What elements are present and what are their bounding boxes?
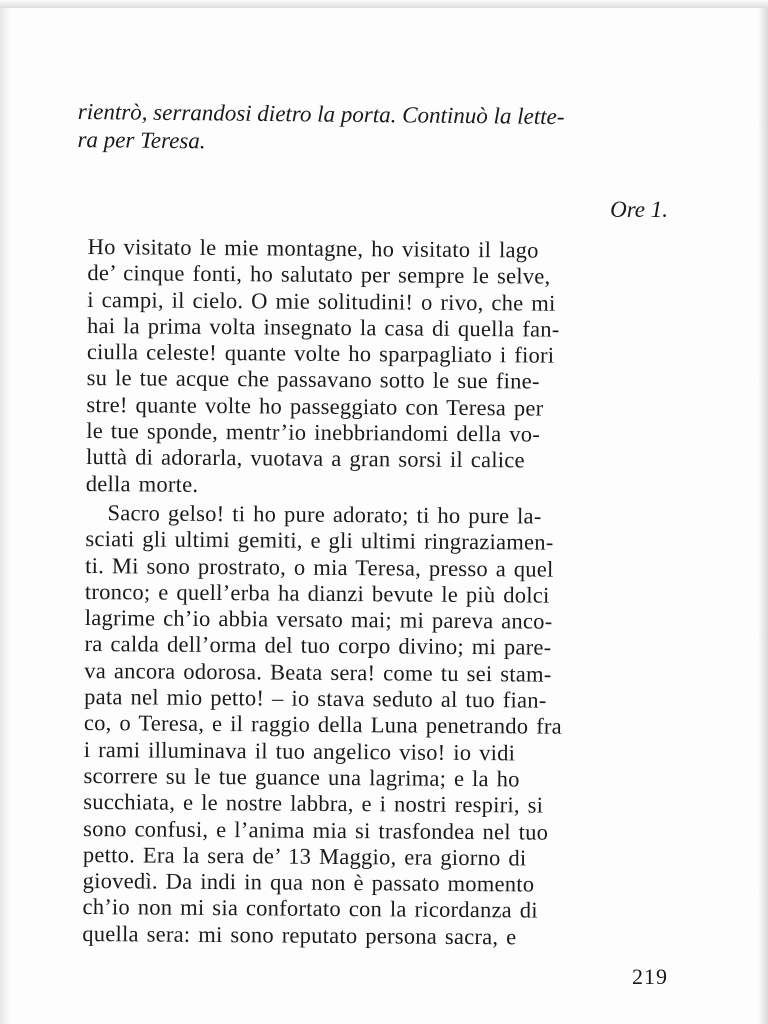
paragraph-2: [82, 500, 675, 952]
text-line: giovedì. Da indi in qua non è passato momento: [82, 868, 535, 897]
text-line: luttà di adorarla, vuotava a gran sorsi il calice: [85, 444, 525, 473]
text-line: sciati gli ultimi gemiti, e gli ultimi ringraziamen-: [85, 526, 554, 555]
paragraph-1: [86, 234, 678, 502]
intro-line: rientrò, serrandosi dietro la porta. Continuò la lette-: [77, 98, 565, 130]
intro-line: ra per Teresa.: [77, 126, 206, 154]
text-line: petto. Era la sera de’ 13 Maggio, era giorno di: [82, 841, 527, 871]
page-edge-shadow-left: [0, 0, 10, 1024]
page-number: 219: [632, 964, 668, 989]
text-line: de’ cinque fonti, ho salutato per sempre le selve,: [87, 260, 551, 289]
text-line: hai la prima volta insegnato la casa di quella fan-: [86, 312, 560, 342]
text-line: Sacro gelso! ti ho pure adorato; ti ho pure la-: [107, 500, 542, 529]
letter-body: [82, 208, 678, 952]
page-edge-shadow-right: [758, 0, 768, 1024]
text-line: ch’io non mi sia confortato con la ricordanza di: [82, 894, 538, 923]
text-line: i campi, il cielo. O mie solitudini! o rivo, che mi: [87, 286, 556, 316]
text-line: ciulla celeste! quante volte ho sparpagliato i fiori: [86, 339, 555, 368]
text-line: pata nel mio petto! – io stava seduto al tuo fian-: [84, 684, 547, 713]
text-line: succhiata, e le nostre labbra, e i nostri respiri, si: [83, 789, 544, 818]
text-line: ra calda dell’orma del tuo corpo divino; mi pare-: [84, 631, 552, 661]
text-line: lagrime ch’io abbia versato mai; mi pareva anco-: [84, 605, 553, 634]
text-line: su le tue acque che passavano sotto le sue fine-: [86, 365, 540, 395]
text-line: le tue sponde, mentr’io inebbriandomi della vo-: [86, 418, 541, 447]
text-line: stre! quante volte ho passeggiato con Teresa per: [86, 391, 544, 421]
text-line: tronco; e quell’erba ha dianzi bevute le più dolci: [84, 578, 550, 608]
text-line: co, o Teresa, e il raggio della Luna penetrando fra: [83, 710, 562, 740]
text-line: ti. Mi sono prostrato, o mia Teresa, presso a quel: [85, 552, 554, 582]
text-line: della morte.: [85, 470, 199, 497]
text-line: i rami illuminava il tuo angelico viso! io vidi: [83, 736, 516, 766]
text-line: quella sera: mi sono reputato persona sacra, e: [82, 920, 517, 950]
page-edge-shadow-bottom: [0, 0, 768, 8]
text-line: scorrere su le tue guance una lagrima; e la ho: [83, 762, 520, 792]
text-line: va ancora odorosa. Beata sera! come tu sei stam-: [84, 657, 552, 687]
letter-timestamp: Ore 1.: [610, 197, 668, 222]
text-line: Ho visitato le mie montagne, ho visitato il lago: [87, 233, 539, 263]
text-line: sono confusi, e l’anima mia si trasfondea nel tuo: [83, 815, 549, 845]
intro-italic-text: [77, 98, 678, 160]
